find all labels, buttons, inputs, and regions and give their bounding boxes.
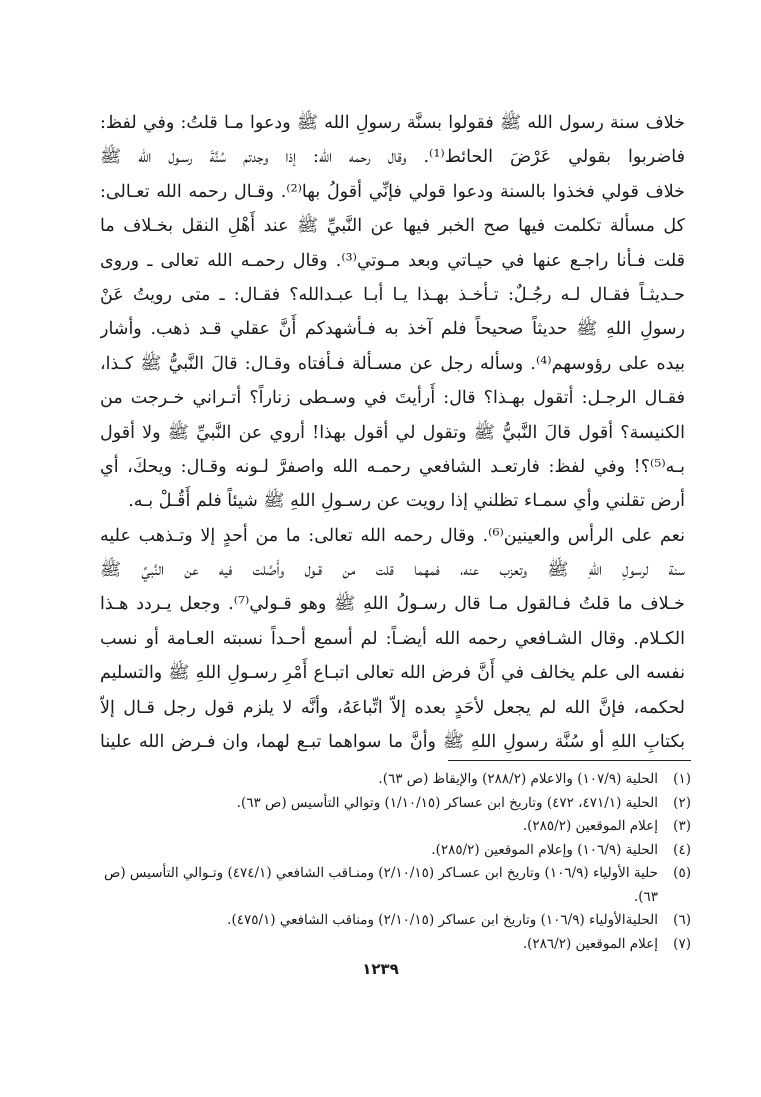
footnote-number: (٤) — [673, 841, 691, 858]
page-number: ١٢٣٩ — [362, 960, 399, 978]
body-line: كل مسألة تكلمت فيها صح الخبر فيها عن النَّبيِّ ﷺ عند أَهْلِ النقل بخـلاف ما — [100, 216, 685, 237]
body-line: بـه⁽⁵⁾؟! وفي لفظ: فارتعـد الشافعي رحمـه الله واصفرَّ لـونه وقـال: ويحكَ، أي — [100, 456, 685, 477]
body-line: خلاف سنة رسول الله ﷺ فقولوا بسنَّة رسولِ الله ﷺ ودعوا مـا قلتُ: وفي لفظ: — [100, 113, 685, 133]
body-line: لحكمه، فإنَّ الله لم يجعل لأحَدٍ بعده إلاّ اتِّباعَهُ، وأنَّه لا يلزم قول رجل قـال إلاّ — [100, 697, 685, 718]
footnote-text: الحلية (١٠٧/٩) والاعلام (٢٨٨/٢) والإيقاظ (ص ٦٣). — [378, 771, 658, 787]
footnote-number: (٣) — [673, 818, 691, 834]
body-line: خـلاف ما قلتُ فـالقول مـا قال رسـولُ اللهِ ﷺ وهو قـولي⁽⁷⁾. وجعل يـردد هـذا — [100, 594, 685, 615]
body-line: خلاف قولي فخذوا بالسنة ودعوا قولي فإنِّي أقولُ بها⁽²⁾. وقـال رحمه الله تعـالى: — [100, 181, 685, 202]
body-line: الكـلام. وقال الشـافعي رحمه الله أيضـاً: لم أسمع أحـداً نسبته العـامة أو نسب — [100, 628, 685, 649]
body-line: بكتابِ اللهِ أو سُنَّة رسولِ اللهِ ﷺ وأنَّ ما سواهما تبـع لهما، وان فـرض الله علينا — [100, 732, 685, 753]
footnote-text: إعلام الموقعين (٢٨٦/٢). — [522, 935, 658, 952]
body-line: حـديثـاً فقـال لـه رجُـلٌ: تـأخـذ بهـذا يـا أبـا عبـدالله؟ فقـال: ـ متى رويتُ عَنْ — [100, 284, 685, 305]
footnote — [100, 815, 691, 839]
footnote — [100, 862, 691, 909]
body-line: فاضربوا بقولي عَرْضَ الحائط⁽¹⁾. وقال رحمه الله: إذا وجدتم سُنَّةَ رسـول الله ﷺ — [100, 147, 685, 168]
footnote-text: إعلام الموقعين (٢٨٥/٢). — [522, 818, 658, 834]
footnote-text: الحليةالأولياء (١٠٦/٩) وتاريخ ابن عساكر (٢/١٠/١٥) ومناقب الشافعي (٤٧٥/١). — [227, 912, 658, 928]
footnotes — [100, 768, 691, 956]
body-text — [100, 106, 685, 759]
body-line: سنة لرسولِ اللهِ ﷺ وتعزب عنه، فمهما قلت من قـول وأَصَّلت فيه عن النَّبيِّ ﷺ — [100, 560, 685, 581]
body-line: بيده على رؤوسهم⁽⁴⁾. وسأله رجل عن مسـألة فـأفتاه وقـال: قالَ النَّبيُّ ﷺ كـذا، — [100, 353, 685, 374]
footnote-number: (٢) — [673, 794, 691, 811]
body-line: قلت فـأنا راجـع عنها في حيـاتي وبعد مـوتي⁽³⁾. وقال رحمـه الله تعالى ـ وروى — [100, 250, 685, 271]
footnote-text: الحلية (١٠٦/٩) وإعلام الموقعين (٢٨٥/٢). — [431, 841, 658, 858]
footnote — [100, 792, 691, 816]
footnote-number: (١) — [673, 771, 691, 787]
body-line: نعم على الرأس والعينين⁽⁶⁾. وقال رحمه الله تعالى: ما من أحدٍ إلا وتـذهب عليه — [100, 525, 685, 546]
footnote — [100, 933, 691, 957]
body-line: رسولِ اللهِ ﷺ حديثاً صحيحاً فلم آخذ به فـأشهدكم أَنَّ عقلي قـد ذهب. وأشار — [100, 319, 685, 340]
footnote — [100, 768, 691, 792]
footnote-text: حلية الأولياء (١٠٦/٩) وتاريخ ابن عسـاكر (٢/١٠/١٥) ومنـاقب الشافعي (٤٧٤/١) وتـوالي التأسيس (ص ٦٣). — [104, 865, 658, 905]
footnote-text: الحلية (٤٧١/١، ٤٧٢) وتاريخ ابن عساكر (١/١٠/١٥) وتوالي التأسيس (ص ٦٣). — [236, 794, 658, 811]
footnote — [100, 839, 691, 863]
footnote-number: (٧) — [673, 935, 691, 952]
footnote-number: (٦) — [673, 912, 691, 928]
body-line: الكنيسة؟ أقول قالَ النَّبيُّ ﷺ وتقول لي أقول بهذا! أروي عن النَّبيِّ ﷺ ولا أقول — [100, 422, 685, 443]
body-line: أرض تقلني وأي سمـاء تظلني إذا رويت عن رسـولِ اللهِ ﷺ شيئاً فلم أَقُـلْ بـه. — [128, 491, 685, 512]
footnote-separator — [448, 760, 691, 761]
body-line: نفسه الى علم يخالف في أَنَّ فرض الله تعالى اتبـاع أَمْرِ رسـولِ اللهِ ﷺ والتسليم — [100, 663, 685, 684]
footnote — [100, 909, 691, 933]
body-line: فقـال الرجـل: أتقول بهـذا؟ قال: أَرأيتَ في وسـطى زناراً؟ أتـراني خـرجت من — [100, 388, 685, 409]
footnote-number: (٥) — [673, 865, 691, 881]
